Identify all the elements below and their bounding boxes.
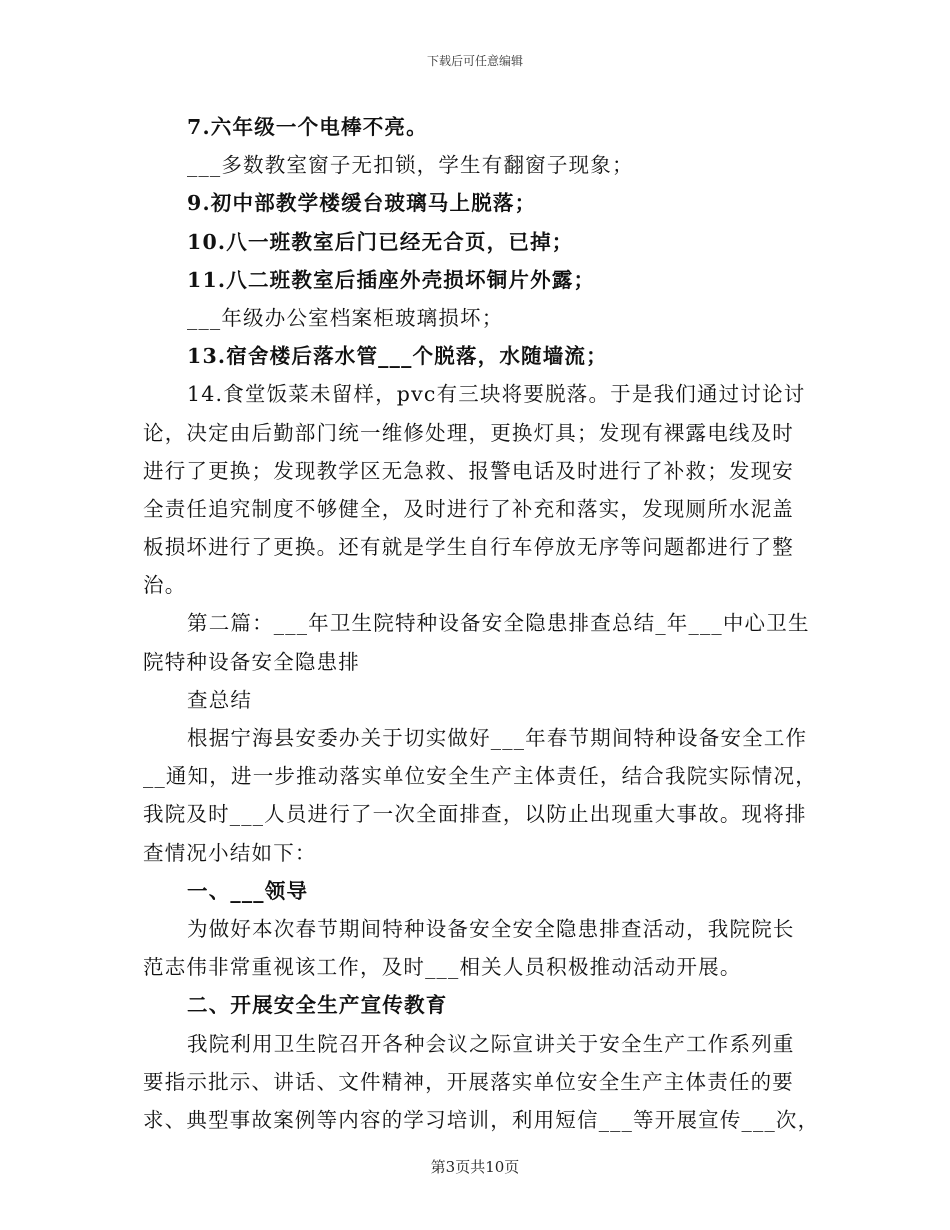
text-line: 11.八二班教室后插座外壳损坏铜片外露； [187,267,596,292]
text-line: 论，决定由后勤部门统一维修处理，更换灯具；发现有裸露电线及时 [143,420,794,445]
text-line: 查总结 [187,687,253,712]
text-line: 为做好本次春节期间特种设备安全安全隐患排查活动，我院院长 [187,916,795,941]
text-line: 10.八一班教室后门已经无合页，已掉； [187,229,574,254]
text-line: __通知，进一步推动落实单位安全生产主体责任，结合我院实际情况， [143,764,817,789]
text-line: 第二篇：___年卫生院特种设备安全隐患排查总结_年___中心卫生 [187,611,810,636]
text-line: 治。 [143,573,187,598]
text-line: 二、开展安全生产宣传教育 [187,993,448,1018]
text-line: 14.食堂饭菜未留样，pvc有三块将要脱落。于是我们通过讨论讨 [187,382,806,407]
page-footer: 第3页共10页 [430,1158,520,1176]
text-line: 根据宁海县安委办关于切实做好___年春节期间特种设备安全工作 [187,726,808,750]
text-line: 一、___领导 [187,878,309,903]
text-line: 9.初中部教学楼缓台玻璃马上脱落； [187,191,537,216]
text-line: 我院利用卫生院召开各种会议之际宣讲关于安全生产工作系列重 [187,1031,795,1056]
text-line: ___多数教室窗子无扣锁，学生有翻窗子现象； [187,153,634,178]
text-line: 求、典型事故案例等内容的学习培训，利用短信___等开展宣传___次， [143,1107,820,1132]
text-line: 范志伟非常重视该工作，及时___相关人员积极推动活动开展。 [143,955,742,980]
text-line: 全责任追究制度不够健全，及时进行了补充和落实，发现厕所水泥盖 [143,496,794,521]
text-line: 7.六年级一个电棒不亮。 [187,115,428,139]
page-header: 下载后可任意编辑 [426,54,523,68]
text-line: 要指示批示、讲话、文件精神，开展落实单位安全生产主体责任的要 [143,1069,794,1094]
text-line: 我院及时___人员进行了一次全面排查，以防止出现重大事故。现将排 [143,802,807,827]
text-line: 院特种设备安全隐患排 [143,649,360,674]
text-line: 13.宿舍楼后落水管___个脱落，水随墙流； [187,344,608,369]
text-line: 查情况小结如下： [143,840,317,865]
text-line: 进行了更换；发现教学区无急救、报警电话及时进行了补救；发现安 [143,458,794,483]
text-line: 板损坏进行了更换。还有就是学生自行车停放无序等问题都进行了整 [143,535,794,560]
text-line: ___年级办公室档案柜玻璃损坏； [187,305,504,330]
document-body [143,108,820,1139]
